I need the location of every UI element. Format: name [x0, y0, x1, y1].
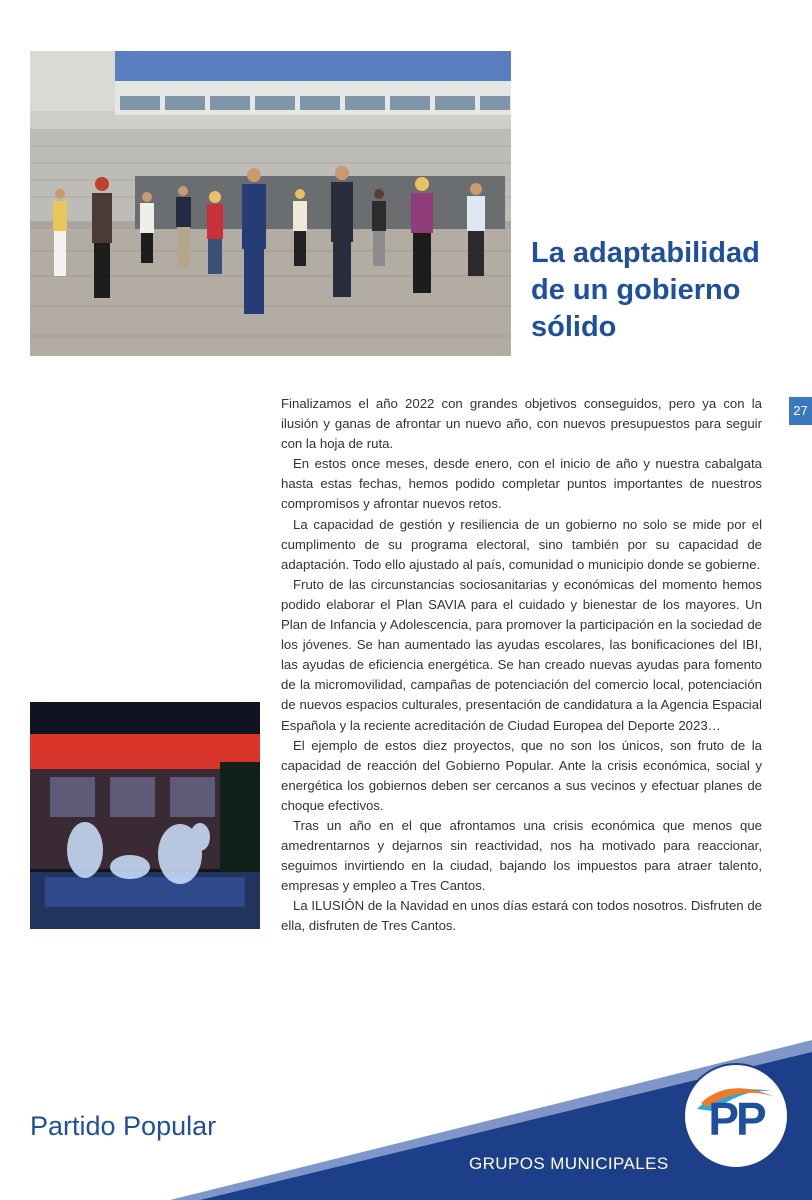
body-paragraph: La ILUSIÓN de la Navidad en unos días estará con todos nosotros. Disfruten de ella, disfruten de Tres Cantos.	[281, 898, 762, 934]
pp-logo	[683, 1063, 789, 1169]
christmas-lights-photo	[30, 702, 260, 929]
body-paragraph: Tras un año en el que afrontamos una crisis económica que menos que amedrentarnos y dejarnos sin reactividad, nos ha motivado para reaccionar, seguimos invirtiendo en la ciudad, bajando los impuestos para atraer talento, empresas y empleo a Tres Cantos.	[281, 817, 762, 894]
article-title: La adaptabilidad de un gobierno sólido	[531, 237, 760, 343]
body-paragraph: Fruto de las circunstancias sociosanitarias y económicas del momento hemos podido elaborar el Plan SAVIA para el cuidado y bienestar de los mayores. Un Plan de Infancia y Adolescencia, para promover la participación en la sociedad de los jóvenes. Se han aumentado las ayudas escolares, las bonificaciones del IBI, las ayudas de eficiencia energética. Se han creado nuevas ayudas para fomento de la micromovilidad, campañas de potenciación del comercio local, potenciación de nuevos espacios culturales, presentación de candidatura a la Agencia Espacial Española y la reciente acreditación de Ciudad Europea del Deporte 2023…	[281, 576, 762, 733]
body-paragraph: La capacidad de gestión y resiliencia de un gobierno no solo se mide por el cumplimento de su programa electoral, sino también por su capacidad de adaptación. Todo ello ajustado al país, comunidad o municipio donde se gobierne.	[281, 516, 762, 572]
article-body	[281, 394, 762, 937]
party-name: Partido Popular	[30, 1111, 217, 1141]
page-number-tab: 27	[789, 397, 812, 425]
body-paragraph: Finalizamos el año 2022 con grandes objetivos conseguidos, pero ya con la ilusión y ganas de afrontar un nuevo año, con nuevos presupuestos para seguir con la hoja de ruta.	[281, 396, 762, 452]
group-photo	[30, 51, 511, 356]
logo-text: PP	[708, 1093, 764, 1145]
body-paragraph: En estos once meses, desde enero, con el inicio de año y nuestra cabalgata hasta estas fechas, hemos podido completar puntos importantes de nuestros compromisos y afrontar nuevos retos.	[281, 456, 762, 512]
section-label: GRUPOS MUNICIPALES	[469, 1154, 669, 1173]
body-paragraph: El ejemplo de estos diez proyectos, que no son los únicos, son fruto de la capacidad de reacción del Gobierno Popular. Ante la crisis económica, social y energética los gobiernos deben ser cercanos a sus vecinos y efectuar planes de choque efectivos.	[281, 737, 762, 813]
